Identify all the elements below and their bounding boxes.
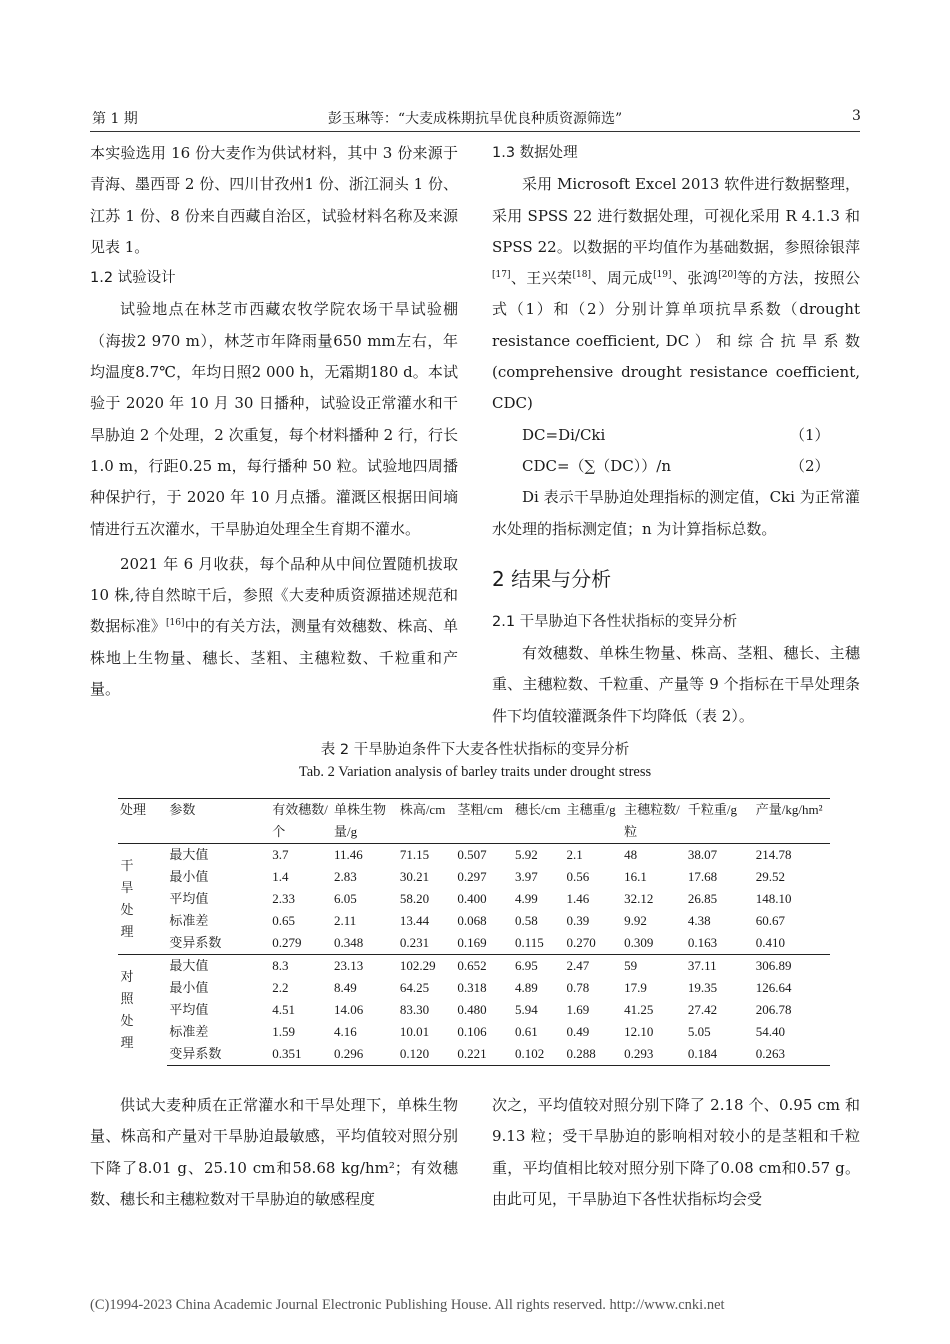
value-cell: 1.4 bbox=[272, 869, 289, 884]
value-cell: 32.12 bbox=[624, 891, 654, 906]
value-cell: 0.297 bbox=[457, 869, 487, 884]
header-cell: 单株生物量/g bbox=[333, 802, 386, 839]
value-cell: 27.42 bbox=[687, 1002, 718, 1017]
equation-2-number: （2） bbox=[790, 456, 830, 475]
value-cell: 0.351 bbox=[270, 1043, 332, 1066]
equation-1-number: （1） bbox=[790, 425, 830, 444]
value-cell: 1.46 bbox=[566, 891, 590, 906]
value-cell: 10.01 bbox=[399, 1024, 430, 1039]
value-cell: 4.51 bbox=[272, 1002, 295, 1017]
value-cell: 0.120 bbox=[398, 1043, 456, 1066]
variable-definition-paragraph: Di 表示干旱胁迫处理指标的测定值，Cki 为正常灌水处理的指标测定值；n 为计算指标总数。 bbox=[492, 488, 860, 538]
value-cell: 0.102 bbox=[513, 1043, 564, 1066]
value-cell: 19.35 bbox=[687, 980, 718, 995]
value-cell: 23.13 bbox=[332, 955, 398, 978]
table-caption-cn: 表 2 干旱胁迫条件下大麦各性状指标的变异分析 bbox=[320, 742, 630, 758]
param-cell: 标准差 bbox=[169, 913, 209, 928]
value-cell: 148.10 bbox=[755, 891, 792, 906]
value-cell: 126.64 bbox=[755, 980, 792, 995]
section-1-3-heading: 1.3 数据处理 bbox=[492, 145, 578, 161]
ref-20[interactable]: [20] bbox=[718, 270, 737, 281]
header-cell: 株高/cm bbox=[399, 802, 446, 817]
value-cell: 1.69 bbox=[566, 1002, 590, 1017]
value-cell: 4.38 bbox=[687, 913, 711, 928]
value-cell: 30.21 bbox=[399, 869, 430, 884]
header-cell: 茎粗/cm bbox=[457, 802, 503, 817]
value-cell: 8.3 bbox=[270, 955, 332, 978]
value-cell: 0.068 bbox=[457, 913, 487, 928]
value-cell: 0.279 bbox=[272, 935, 302, 950]
value-cell: 4.16 bbox=[333, 1024, 357, 1039]
value-cell: 0.58 bbox=[515, 913, 538, 928]
right-column bbox=[492, 138, 860, 732]
param-cell: 平均值 bbox=[169, 1002, 209, 1017]
value-cell: 0.296 bbox=[332, 1043, 398, 1066]
value-cell: 54.40 bbox=[755, 1024, 786, 1039]
value-cell: 0.288 bbox=[564, 1043, 622, 1066]
header-cell: 处理 bbox=[120, 802, 147, 817]
param-cell: 最小值 bbox=[169, 980, 209, 995]
param-cell: 变异系数 bbox=[167, 1043, 270, 1066]
value-cell: 37.11 bbox=[686, 955, 754, 978]
value-cell: 0.115 bbox=[515, 935, 544, 950]
value-cell: 0.652 bbox=[455, 955, 513, 978]
value-cell: 0.163 bbox=[687, 935, 718, 950]
value-cell: 14.06 bbox=[333, 1002, 364, 1017]
data-processing-paragraph bbox=[492, 169, 860, 419]
table-row bbox=[118, 932, 830, 955]
value-cell: 0.65 bbox=[272, 913, 295, 928]
value-cell: 9.92 bbox=[624, 913, 647, 928]
value-cell: 11.46 bbox=[333, 847, 363, 862]
param-cell: 最大值 bbox=[169, 847, 209, 862]
value-cell: 0.56 bbox=[566, 869, 590, 884]
value-cell: 59 bbox=[622, 955, 686, 978]
variation-table bbox=[118, 798, 830, 1066]
table-row bbox=[118, 977, 830, 999]
value-cell: 0.39 bbox=[566, 913, 590, 928]
value-cell: 2.1 bbox=[566, 847, 583, 862]
value-cell: 0.318 bbox=[457, 980, 487, 995]
value-cell: 0.106 bbox=[457, 1024, 487, 1039]
equation-2 bbox=[492, 451, 860, 482]
param-cell: 标准差 bbox=[169, 1024, 209, 1039]
journal-issue: 第 1 期 bbox=[92, 111, 138, 127]
group-label bbox=[118, 955, 167, 1066]
value-cell: 0.263 bbox=[754, 1043, 830, 1066]
value-cell: 306.89 bbox=[754, 955, 830, 978]
equation-1-body: DC=Di/Cki bbox=[522, 425, 606, 444]
value-cell: 5.05 bbox=[687, 1024, 711, 1039]
bottom-right-column bbox=[492, 1090, 860, 1215]
table-row bbox=[118, 888, 830, 910]
table-row bbox=[118, 910, 830, 932]
value-cell: 0.410 bbox=[755, 935, 786, 950]
table-row bbox=[118, 1021, 830, 1043]
value-cell: 12.10 bbox=[624, 1024, 654, 1039]
variation-intro-paragraph: 有效穗数、单株生物量、株高、茎粗、穗长、主穗重、主穗粒数、千粒重、产量等 9 个指标在干旱处理条件下均值较灌溉条件下均降低（表 2）。 bbox=[492, 644, 860, 725]
dp-text-e: 等的方法，按照公式（1）和（2）分别计算单项抗旱系数（drought resistance coefficient, DC ） 和 综 合 抗 旱 系 数 (comprehensive drought resistance coefficient, CDC) bbox=[492, 269, 860, 413]
param-cell: 平均值 bbox=[169, 891, 209, 906]
dp-text-b: 、王兴荣 bbox=[510, 269, 573, 288]
equation-1 bbox=[492, 420, 860, 451]
result-paragraph-right: 次之，平均值较对照分别下降了 2.18 个、0.95 cm 和 9.13 粒；受干旱胁迫的影响相对较小的是茎粗和千粒重，平均值相比较对照分别下降了0.08 cm和0.57 g。由此可见，干旱胁迫下各性状指标均会受 bbox=[492, 1096, 860, 1208]
header-rule bbox=[90, 131, 860, 132]
value-cell: 0.184 bbox=[686, 1043, 754, 1066]
value-cell: 6.05 bbox=[333, 891, 357, 906]
equation-2-body: CDC=（∑（DC））/n bbox=[522, 456, 671, 475]
table-caption-en: Tab. 2 Variation analysis of barley traits under drought stress bbox=[298, 764, 652, 780]
header-cell: 有效穗数/个 bbox=[272, 802, 328, 839]
group-label-text: 干旱处理 bbox=[120, 858, 134, 939]
value-cell: 0.400 bbox=[457, 891, 487, 906]
param-cell: 最小值 bbox=[169, 869, 209, 884]
value-cell: 2.83 bbox=[333, 869, 357, 884]
value-cell: 2.47 bbox=[564, 955, 622, 978]
ref-19[interactable]: [19] bbox=[653, 270, 672, 281]
page-number: 3 bbox=[852, 108, 861, 124]
ref-18[interactable]: [18] bbox=[572, 270, 592, 281]
value-cell: 38.07 bbox=[687, 847, 718, 862]
header-cell: 千粒重/g bbox=[687, 802, 737, 817]
group-label bbox=[118, 844, 167, 955]
left-column bbox=[90, 138, 458, 705]
value-cell: 17.68 bbox=[687, 869, 718, 884]
value-cell: 0.309 bbox=[624, 935, 654, 950]
value-cell: 41.25 bbox=[624, 1002, 654, 1017]
value-cell: 0.293 bbox=[622, 1043, 686, 1066]
value-cell: 3.7 bbox=[272, 847, 289, 862]
value-cell: 0.231 bbox=[399, 935, 430, 950]
value-cell: 2.11 bbox=[333, 913, 357, 928]
value-cell: 2.33 bbox=[272, 891, 295, 906]
value-cell: 64.25 bbox=[399, 980, 430, 995]
value-cell: 0.221 bbox=[455, 1043, 513, 1066]
table-row bbox=[118, 955, 830, 978]
value-cell: 4.99 bbox=[515, 891, 538, 906]
value-cell: 5.92 bbox=[515, 847, 538, 862]
value-cell: 0.78 bbox=[566, 980, 590, 995]
dp-text-c: 、周元成 bbox=[591, 269, 654, 288]
section-1-2-heading: 1.2 试验设计 bbox=[90, 270, 176, 287]
value-cell: 2.2 bbox=[272, 980, 289, 995]
value-cell: 8.49 bbox=[333, 980, 357, 995]
value-cell: 83.30 bbox=[399, 1002, 430, 1017]
header-cell: 穗长/cm bbox=[515, 802, 561, 817]
value-cell: 0.169 bbox=[457, 935, 487, 950]
section-2-1-heading: 2.1 干旱胁迫下各性状指标的变异分析 bbox=[492, 613, 738, 630]
value-cell: 16.1 bbox=[624, 869, 647, 884]
value-cell: 214.78 bbox=[755, 847, 792, 862]
harvest-paragraph bbox=[90, 549, 458, 705]
result-paragraph-left: 供试大麦种质在正常灌水和干旱处理下，单株生物量、株高和产量对干旱胁迫最敏感，平均值较对照分别下降了8.01 g、25.10 cm和58.68 kg/hm²；有效穗数、穗长和主穗粒数对干旱胁迫的敏感程度 bbox=[90, 1096, 458, 1208]
materials-paragraph: 本实验选用 16 份大麦作为供试材料，其中 3 份来源于青海、墨西哥 2 份、四川甘孜州1 份、浙江洞头 1 份、江苏 1 份、8 份来自西藏自治区，试验材料名称及来源见表 1。 bbox=[90, 144, 458, 256]
group-label-text: 对照处理 bbox=[120, 969, 134, 1051]
value-cell: 60.67 bbox=[755, 913, 786, 928]
value-cell: 26.85 bbox=[687, 891, 718, 906]
ref-17[interactable]: [17] bbox=[492, 270, 511, 281]
value-cell: 5.94 bbox=[515, 1002, 538, 1017]
table-row bbox=[118, 866, 830, 888]
value-cell: 58.20 bbox=[399, 891, 430, 906]
value-cell: 0.270 bbox=[566, 935, 596, 950]
value-cell: 13.44 bbox=[399, 913, 430, 928]
value-cell: 0.480 bbox=[457, 1002, 487, 1017]
value-cell: 3.97 bbox=[515, 869, 538, 884]
header-cell: 参数 bbox=[169, 802, 196, 817]
value-cell: 71.15 bbox=[399, 847, 430, 862]
value-cell: 48 bbox=[624, 847, 638, 862]
header-cell: 主穗重/g bbox=[566, 802, 616, 817]
value-cell: 0.49 bbox=[566, 1024, 590, 1039]
param-cell: 变异系数 bbox=[169, 935, 222, 950]
param-cell: 最大值 bbox=[167, 955, 270, 978]
design-paragraph: 试验地点在林芝市西藏农牧学院农场干旱试验棚（海拔2 970 m），林芝市年降雨量650 mm左右，年均温度8.7℃，年均日照2 000 h，无霜期180 d。本试验于 2020 年 10 月 30 日播种，试验设正常灌水和干旱胁迫 2 个处理，2 次重复，每个材料播种 2 行，行长1.0 m，行距0.25 m，每行播种 50 粒。试验地四周播种保护行，于 2020 年 10 月点播。灌溉区根据田间墒情进行五次灌水，干旱胁迫处理全生育期不灌水。 bbox=[90, 300, 458, 538]
running-title: 彭玉琳等：“大麦成株期抗旱优良种质资源筛选” bbox=[327, 111, 623, 127]
header-cell: 主穗粒数/粒 bbox=[624, 802, 680, 839]
bottom-left-column bbox=[90, 1090, 458, 1215]
dp-text-d: 、张鸿 bbox=[671, 269, 719, 288]
value-cell: 1.59 bbox=[272, 1024, 295, 1039]
value-cell: 102.29 bbox=[398, 955, 456, 978]
value-cell: 0.61 bbox=[515, 1024, 538, 1039]
dp-text-a: 采用 Microsoft Excel 2013 软件进行数据整理，采用 SPSS 22 进行数据处理，可视化采用 R 4.1.3 和 SPSS 22。以数据的平均值作为基础数据，参照徐银萍 bbox=[492, 175, 860, 256]
harvest-text-b: 中的有关方法，测量有效穗数、株高、单株地上生物量、穗长、茎粗、主穗粒数、千粒重和产量。 bbox=[90, 617, 458, 699]
harvest-text-a: 2021 年 6 月收获，每个品种从中间位置随机拔取 10 株,待自然晾干后，参照《大麦种质资源描述规范和数据标准》 bbox=[90, 554, 458, 636]
value-cell: 17.9 bbox=[624, 980, 647, 995]
ref-16[interactable]: [16] bbox=[165, 618, 185, 629]
value-cell: 29.52 bbox=[755, 869, 786, 884]
section-2-heading: 2 结果与分析 bbox=[492, 566, 612, 591]
copyright-footer: (C)1994-2023 China Academic Journal Electronic Publishing House. All rights reserved. http://www.cnki.net bbox=[90, 1297, 725, 1313]
value-cell: 0.507 bbox=[457, 847, 487, 862]
value-cell: 6.95 bbox=[513, 955, 564, 978]
header-cell: 产量/kg/hm² bbox=[755, 802, 823, 817]
table-row bbox=[118, 844, 830, 867]
table-header-row bbox=[118, 799, 830, 844]
table-row bbox=[118, 1043, 830, 1066]
value-cell: 4.89 bbox=[515, 980, 538, 995]
table-row bbox=[118, 999, 830, 1021]
value-cell: 206.78 bbox=[755, 1002, 792, 1017]
value-cell: 0.348 bbox=[333, 935, 364, 950]
